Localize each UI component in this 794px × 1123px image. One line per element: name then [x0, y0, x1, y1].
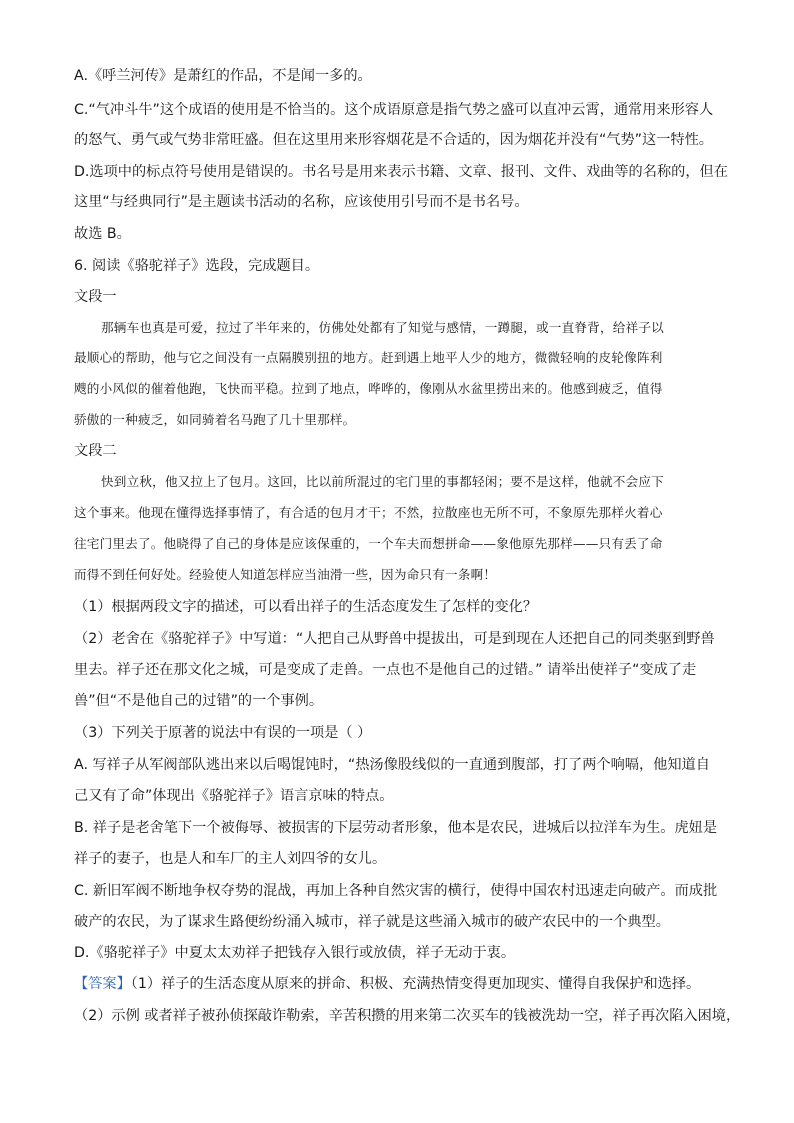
question-6-2-line1: （2）老舍在《骆驼祥子》中写道：“人把自己从野兽中提拔出，可是到现在人还把自己的同类驱到野兽 — [74, 631, 715, 647]
passage-1-line1: 那辆车也真是可爱，拉过了半年来的，仿佛处处都有了知觉与感情，一蹲腿，或一直脊背，给祥子以 — [101, 320, 664, 335]
option-c-line2: 破产的农民，为了谋求生路便纷纷涌入城市，祥子就是这些涌入城市的破产农民中的一个典型。 — [74, 914, 670, 930]
passage-2-line4: 而得不到任何好处。经验使人知道怎样应当油滑一些，因为命只有一条啊！ — [74, 567, 497, 582]
answer-line1 — [74, 974, 700, 994]
passage-2-line1: 快到立秋，他又拉上了包月。这回，比以前所混过的宅门里的事都轻闲；要不是这样，他就不会应下 — [101, 474, 664, 489]
question-6-3: （3）下列关于原著的说法中有误的一项是（ ） — [74, 725, 372, 741]
passage-1-line4: 骄傲的一种疲乏，如同骑着名马跑了几十里那样。 — [74, 412, 356, 427]
option-c-analysis-line2: 的怒气、勇气或气势非常旺盛。但在这里用来形容烟花是不合适的，因为烟花并没有“气势”这一特性。 — [74, 132, 713, 148]
answer-choice: 故选 B。 — [74, 226, 131, 242]
option-a-line2: 己又有了命”体现出《骆驼祥子》语言京味的特点。 — [74, 788, 394, 804]
option-c-line1: C. 新旧军阀不断地争权夺势的混战，再加上各种自然灾害的横行，使得中国农村迅速走向破产。而成批 — [74, 883, 718, 899]
option-d-analysis-line1: D.选项中的标点符号使用是错误的。书名号是用来表示书籍、文章、报刊、文件、戏曲等的名称的，但在 — [74, 164, 728, 180]
question-6-title: 6. 阅读《骆驼祥子》选段，完成题目。 — [74, 258, 320, 274]
question-6-1: （1）根据两段文字的描述，可以看出祥子的生活态度发生了怎样的变化？ — [74, 599, 538, 615]
option-c-analysis-line1: C.“气冲斗牛”这个成语的使用是不恰当的。这个成语原意是指气势之盛可以直冲云霄，通常用来形容人 — [74, 102, 714, 118]
option-b-line1: B. 祥子是老舍笔下一个被侮辱、被损害的下层劳动者形象，他本是农民，进城后以拉洋车为生。虎妞是 — [74, 820, 718, 836]
option-a-line1: A. 写祥子从军阀部队逃出来以后喝馄饨时，“热汤像股线似的一直通到腹部，打了两个响嗝，他知道自 — [74, 757, 710, 773]
passage-2-heading: 文段二 — [74, 443, 117, 459]
passage-2-line3: 往宅门里去了。他晓得了自己的身体是应该保重的，一个车夫而想拼命——象他原先那样——只有丢了命 — [74, 536, 663, 551]
option-b-line2: 祥子的妻子，也是人和车厂的主人刘四爷的女儿。 — [74, 851, 387, 867]
option-d-analysis-line2: 这里“与经典同行”是主题读书活动的名称，应该使用引号而不是书名号。 — [74, 194, 529, 210]
answer-text-1: （1）祥子的生活态度从原来的拼命、积极、充满热情变得更加现实、懂得自我保护和选择。 — [130, 976, 701, 992]
passage-2-line2: 这个事来。他现在懂得选择事情了，有合适的包月才干；不然，拉散座也无所不可，不象原先那样火着心 — [74, 505, 663, 520]
question-6-2-line3: 兽”但“不是他自己的过错”的一个事例。 — [74, 693, 324, 709]
option-a-analysis: A.《呼兰河传》是萧红的作品，不是闻一多的。 — [74, 68, 372, 84]
answer-line2: （2）示例 或者祥子被孙侦探敲诈勒索，辛苦积攒的用来第二次买车的钱被洗劫一空，祥子再次陷入困境， — [74, 1008, 741, 1024]
passage-1-line2: 最顺心的帮助，他与它之间没有一点隔膜别扭的地方。赶到遇上地平人少的地方，微微轻响的皮轮像阵利 — [74, 350, 663, 365]
passage-1-heading: 文段一 — [74, 289, 117, 305]
answer-tag: 【答案】 — [74, 976, 131, 992]
passage-1-line3: 飕的小风似的催着他跑，飞快而平稳。拉到了地点，哗哗的，像刚从水盆里捞出来的。他感到疲乏，值得 — [74, 381, 663, 396]
question-6-2-line2: 里去。祥子还在那文化之城，可是变成了走兽。一点也不是他自己的过错。” 请举出使祥子“变成了走 — [74, 662, 697, 678]
option-d: D.《骆驼祥子》中夏太太劝祥子把钱存入银行或放债，祥子无动于衷。 — [74, 945, 516, 961]
